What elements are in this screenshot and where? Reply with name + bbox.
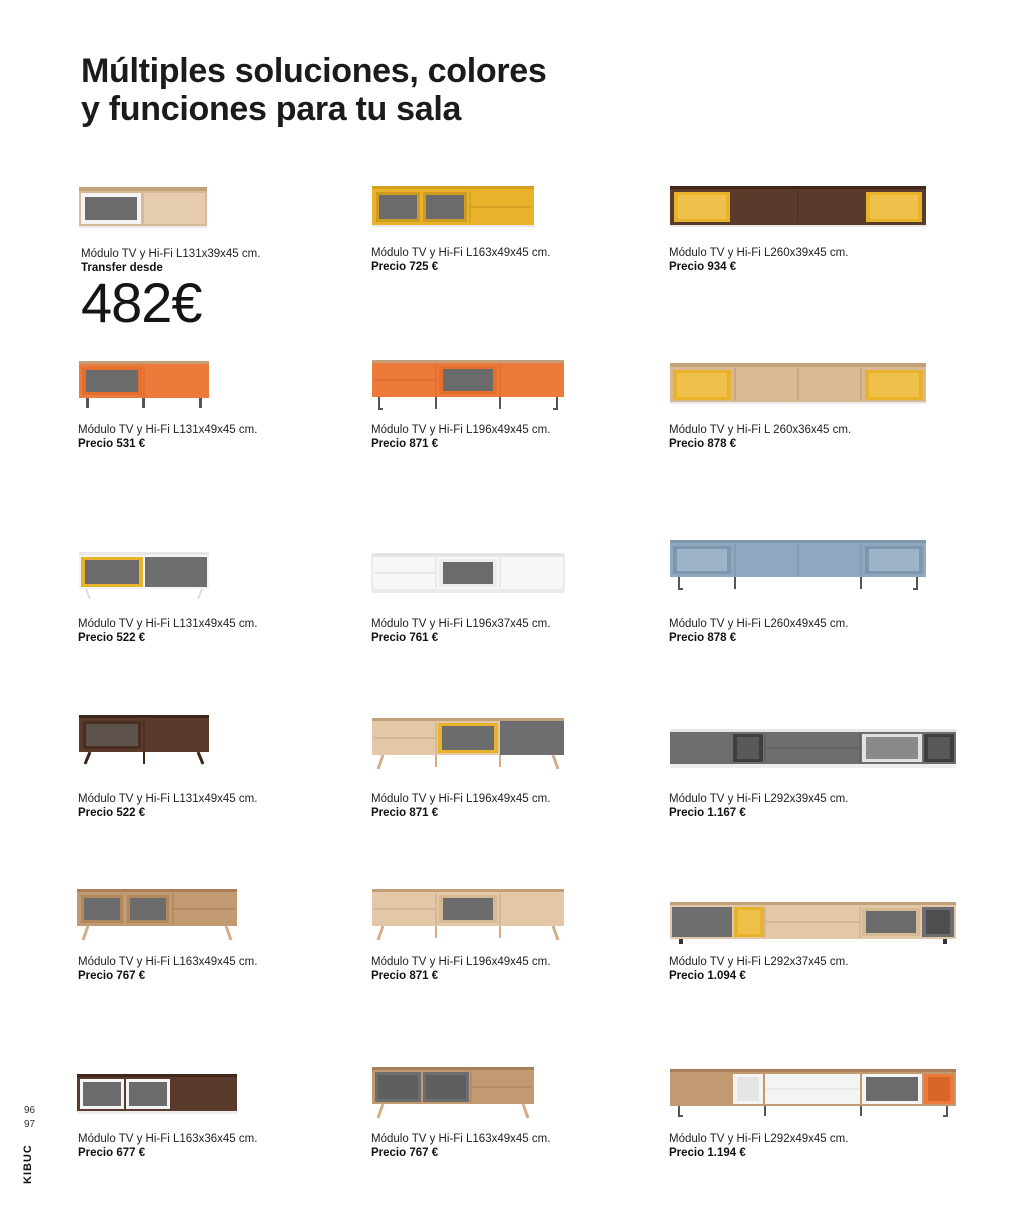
page-number-left: 96 (24, 1105, 36, 1116)
product-price: Precio 767 € (78, 970, 146, 982)
product-card (76, 888, 238, 942)
product-caption (669, 792, 848, 820)
product-caption (78, 792, 257, 820)
product-description: Módulo TV y Hi-Fi L196x49x45 cm. (371, 956, 551, 968)
product-price: Precio 871 € (371, 970, 439, 982)
tv-unit-image (76, 888, 238, 942)
product-description: Módulo TV y Hi-Fi L131x49x45 cm. (78, 424, 258, 436)
product-description: Módulo TV y Hi-Fi L292x39x45 cm. (669, 793, 849, 805)
tv-unit-image (669, 728, 957, 772)
product-card (78, 551, 210, 601)
page-title-line-2: y funciones para tu sala (81, 90, 462, 128)
tv-unit-image (78, 186, 208, 230)
product-price: Precio 531 € (78, 438, 146, 450)
product-description: Módulo TV y Hi-Fi L 260x36x45 cm. (669, 424, 852, 436)
product-price: Precio 878 € (669, 632, 737, 644)
product-price: Precio 677 € (78, 1147, 146, 1159)
product-card (669, 1068, 957, 1118)
product-caption (371, 617, 550, 645)
product-description: Módulo TV y Hi-Fi L163x36x45 cm. (78, 1133, 258, 1145)
product-price: Precio 1.167 € (669, 807, 746, 819)
product-caption (669, 617, 848, 645)
tv-unit-image (371, 552, 565, 596)
featured-price: 482€ (81, 271, 202, 334)
product-description: Módulo TV y Hi-Fi L196x49x45 cm. (371, 424, 551, 436)
tv-unit-image (669, 539, 927, 593)
page-numbers (24, 1104, 35, 1132)
product-price: Transfer desde (81, 262, 163, 274)
product-description: Módulo TV y Hi-Fi L196x49x45 cm. (371, 793, 551, 805)
product-card (371, 1066, 535, 1120)
product-card (371, 888, 565, 942)
tv-unit-image (76, 1073, 238, 1117)
product-price: Precio 871 € (371, 807, 439, 819)
product-price: Precio 761 € (371, 632, 439, 644)
product-card (371, 359, 565, 411)
product-card (669, 901, 957, 947)
tv-unit-image (371, 717, 565, 771)
product-card (371, 552, 565, 596)
product-caption (669, 246, 848, 274)
product-caption (371, 423, 550, 451)
product-card (371, 185, 535, 229)
product-price: Precio 522 € (78, 807, 146, 819)
brand-label: KIBUC (22, 1144, 34, 1184)
product-card (669, 185, 927, 229)
product-card (669, 728, 957, 772)
product-price: Precio 871 € (371, 438, 439, 450)
product-description: Módulo TV y Hi-Fi L260x49x45 cm. (669, 618, 849, 630)
product-card (78, 186, 208, 230)
page-title (81, 52, 547, 128)
tv-unit-image (669, 185, 927, 229)
product-caption (371, 1132, 550, 1160)
product-caption (78, 617, 257, 645)
product-description: Módulo TV y Hi-Fi L292x49x45 cm. (669, 1133, 849, 1145)
tv-unit-image (371, 359, 565, 411)
product-caption (78, 423, 257, 451)
product-caption (371, 792, 550, 820)
product-caption (78, 955, 257, 983)
product-description: Módulo TV y Hi-Fi L131x49x45 cm. (78, 793, 258, 805)
product-price: Precio 934 € (669, 261, 737, 273)
product-caption (371, 246, 550, 274)
product-card (78, 360, 210, 410)
product-card (76, 1073, 238, 1117)
product-price: Precio 1.094 € (669, 970, 746, 982)
product-price: Precio 1.194 € (669, 1147, 746, 1159)
product-price: Precio 878 € (669, 438, 737, 450)
tv-unit-image (371, 888, 565, 942)
product-description: Módulo TV y Hi-Fi L260x39x45 cm. (669, 247, 849, 259)
product-price: Precio 767 € (371, 1147, 439, 1159)
tv-unit-image (78, 714, 210, 766)
product-description: Módulo TV y Hi-Fi L196x37x45 cm. (371, 618, 551, 630)
page-number-right: 97 (24, 1119, 36, 1130)
product-card (371, 717, 565, 771)
tv-unit-image (78, 360, 210, 410)
product-caption (669, 423, 851, 451)
product-price: Precio 725 € (371, 261, 439, 273)
product-caption (371, 955, 550, 983)
product-card (669, 539, 927, 593)
product-description: Módulo TV y Hi-Fi L163x49x45 cm. (78, 956, 258, 968)
tv-unit-image (669, 1068, 957, 1118)
product-description: Módulo TV y Hi-Fi L131x39x45 cm. (81, 248, 261, 260)
product-caption (669, 1132, 848, 1160)
product-description: Módulo TV y Hi-Fi L292x37x45 cm. (669, 956, 849, 968)
product-caption (669, 955, 848, 983)
product-description: Módulo TV y Hi-Fi L163x49x45 cm. (371, 1133, 551, 1145)
tv-unit-image (669, 901, 957, 947)
product-card (669, 362, 927, 408)
product-description: Módulo TV y Hi-Fi L131x49x45 cm. (78, 618, 258, 630)
tv-unit-image (78, 551, 210, 601)
tv-unit-image (371, 185, 535, 229)
product-description: Módulo TV y Hi-Fi L163x49x45 cm. (371, 247, 551, 259)
product-card (78, 714, 210, 766)
tv-unit-image (669, 362, 927, 408)
tv-unit-image (371, 1066, 535, 1120)
product-caption (78, 1132, 257, 1160)
page-title-line-1: Múltiples soluciones, colores (81, 52, 547, 90)
product-price: Precio 522 € (78, 632, 146, 644)
